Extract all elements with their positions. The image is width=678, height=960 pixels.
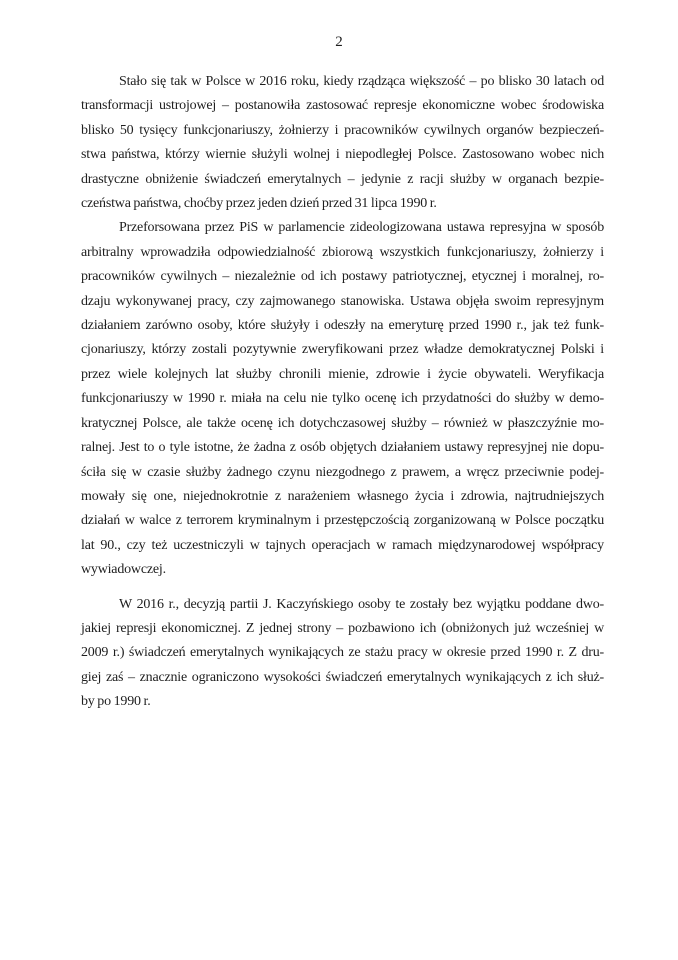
page-number: 2 [335,34,343,50]
text-line: wywiadowczej. [81,562,166,578]
text-line: Przeforsowana przez PiS w parlamencie zideologizowana ustawa represyjna w sposób [119,220,604,236]
text-line: funkcjonariuszy w 1990 r. miała na celu nie tylko ocenę ich przydatności do służby w demo- [81,391,604,407]
text-line: stwa państwa, którzy wiernie służyli wolnej i niepodległej Polsce. Zastosowano wobec nich [81,147,604,163]
document-body [81,70,604,715]
text-line: cjonariuszy, którzy zostali pozytywnie zweryfikowani przez władze demokratycznej Polski i [81,342,604,358]
text-line: drastyczne obniżenie świadczeń emerytalnych – jedynie z racji służby w organach bezpie- [81,171,604,187]
paragraph [81,70,604,216]
text-line: ralnej. Jest to o tyle istotne, że żadna z osób objętych działaniem ustawy represyjnej nie dopu- [81,440,604,456]
text-line: działaniem zarówno osoby, które służyły i odeszły na emeryturę przed 1990 r., jak też funk- [81,318,604,334]
paragraph [81,593,604,715]
text-line: W 2016 r., decyzją partii J. Kaczyńskiego osoby te zostały bez wyjątku poddane dwo- [119,596,604,612]
text-line: by po 1990 r. [81,694,151,710]
text-line: kratycznej Polsce, ale także ocenę ich dotychczasowej służby – również w płaszczyźnie mo- [81,415,604,431]
text-line: dzaju wykonywanej pracy, czy zajmowanego stanowiska. Ustawa objęła swoim represyjnym [81,293,604,309]
text-line: mowały się one, niejednokrotnie z narażeniem własnego życia i zdrowia, najtrudniejszych [81,488,604,504]
text-line: arbitralny wprowadziła odpowiedzialność zbiorową wszystkich funkcjonariuszy, żołnierzy i [81,244,604,260]
text-line: lat 90., czy też uczestniczyli w tajnych operacjach w ramach międzynarodowej współpracy [81,537,604,553]
text-line: Stało się tak w Polsce w 2016 roku, kiedy rządząca większość – po blisko 30 latach od [119,74,604,89]
text-line: przez wiele kolejnych lat służby chronili mienie, zdrowie i życie obywateli. Weryfikacja [81,366,604,382]
text-line: czeństwa państwa, choćby przez jeden dzień przed 31 lipca 1990 r. [81,196,437,212]
paragraph [81,216,604,582]
text-line: jakiej represji ekonomicznej. Z jednej strony – pozbawiono ich (obniżonych już wcześniej w [81,620,604,636]
text-line: blisko 50 tysięcy funkcjonariuszy, żołnierzy i pracowników cywilnych organów bezpieczeń- [81,122,604,138]
text-line: działań w walce z terrorem kryminalnym i przestępczością zorganizowaną w Polsce początku [81,513,604,529]
text-line: transformacji ustrojowej – postanowiła zastosować represje ekonomiczne wobec środowiska [81,98,604,114]
text-line: ściła się w czasie służby żadnego czynu niezgodnego z prawem, a wręcz przeciwnie podej- [81,464,604,480]
text-line: pracowników cywilnych – niezależnie od ich postawy patriotycznej, etycznej i moralnej, ro- [81,269,604,285]
text-line: giej zaś – znacznie ograniczono wysokości świadczeń emerytalnych wynikających z ich służ- [81,669,604,685]
text-line: 2009 r.) świadczeń emerytalnych wynikających ze stażu pracy w okresie przed 1990 r. Z dru- [81,645,604,661]
